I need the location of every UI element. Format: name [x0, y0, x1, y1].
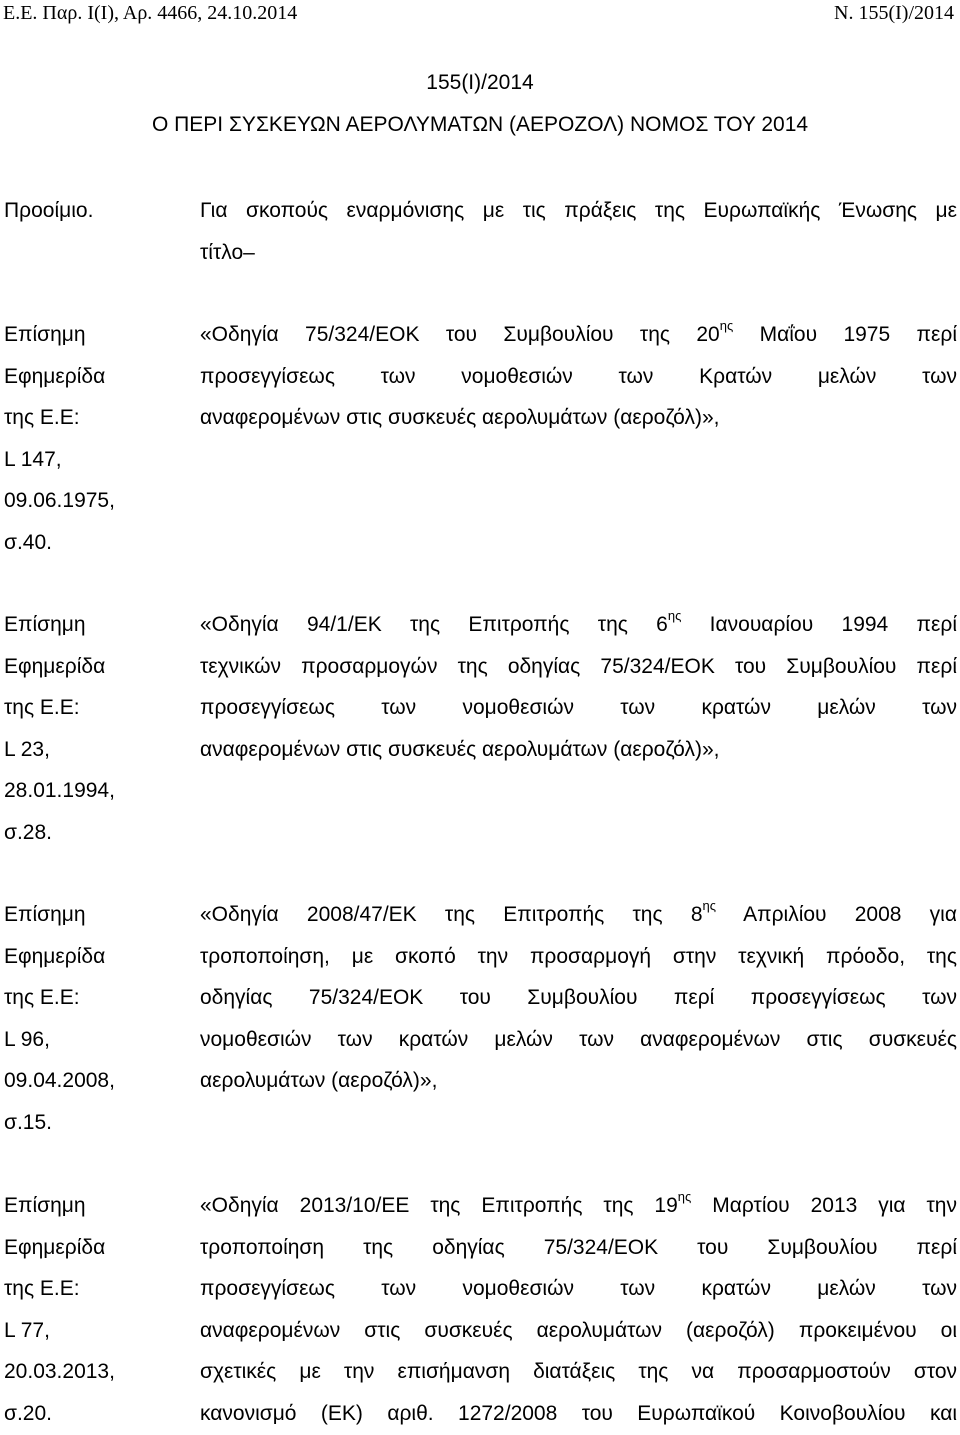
- text-line: [200, 604, 957, 646]
- citation-line: L 147,: [4, 447, 62, 471]
- citation-line: Επίσημη: [4, 323, 86, 346]
- citation-line: σ.20.: [4, 1401, 52, 1425]
- side-label-line: Προοίμιο.: [4, 199, 94, 222]
- citation-line: Εφημερίδα: [4, 364, 106, 388]
- citation-line: L 23,: [4, 737, 50, 761]
- text-line: τροποποίηση της οδηγίας 75/324/ΕΟΚ του Συμβουλίου περί: [200, 1235, 957, 1259]
- directive-title-cont: Ιανουαρίου 1994 περί: [681, 613, 957, 636]
- citation-line: σ.15.: [4, 1110, 52, 1134]
- text-line: σχετικές με την επισήμανση διατάξεις της να προσαρμοστούν στον: [200, 1360, 957, 1384]
- directive-text: [200, 1185, 957, 1435]
- gazette-citation: [4, 894, 189, 1144]
- text-line: αναφερομένων στις συσκευές αερολυμάτων (αεροζόλ)»,: [200, 737, 720, 761]
- ordinal-suffix: ης: [677, 1189, 692, 1204]
- text-line: Για σκοπούς εναρμόνισης με τις πράξεις της Ευρωπαϊκής Ένωσης με: [200, 199, 957, 222]
- gazette-citation: [4, 314, 189, 564]
- gazette-citation: [4, 1185, 189, 1435]
- directive-text: [200, 604, 957, 770]
- law-number: 155(Ι)/2014: [426, 71, 534, 94]
- text-line: τροποποίηση, με σκοπό την προσαρμογή στην τεχνική πρόοδο, της: [200, 944, 957, 968]
- citation-line: Εφημερίδα: [4, 1235, 106, 1259]
- preamble-side-label: [4, 190, 189, 232]
- gazette-reference: Ε.Ε. Παρ. Ι(Ι), Αρ. 4466, 24.10.2014: [3, 2, 298, 24]
- text-line: [200, 1185, 957, 1227]
- citation-line: σ.28.: [4, 820, 52, 844]
- citation-line: Επίσημη: [4, 613, 86, 636]
- directive-text: [200, 894, 957, 1102]
- page-header: [0, 2, 960, 30]
- text-line: αερολυμάτων (αεροζόλ)»,: [200, 1069, 438, 1093]
- text-line: τεχνικών προσαρμογών της οδηγίας 75/324/ΕΟΚ του Συμβουλίου περί: [200, 654, 957, 678]
- law-title: Ο ΠΕΡΙ ΣΥΣΚΕΥΩΝ ΑΕΡΟΛΥΜΑΤΩΝ (ΑΕΡΟΖΟΛ) ΝΟΜΟΣ ΤΟΥ 2014: [151, 113, 809, 136]
- citation-line: 09.04.2008,: [4, 1069, 115, 1093]
- gazette-citation: [4, 604, 189, 854]
- citation-line: Εφημερίδα: [4, 944, 106, 968]
- directive-title-cont: Μαρτίου 2013 για την: [691, 1194, 957, 1217]
- ordinal-suffix: ης: [667, 608, 682, 623]
- text-line: κανονισμό (ΕΚ) αριθ. 1272/2008 του Ευρωπαϊκού Κοινοβουλίου και: [200, 1401, 957, 1425]
- directive-title-start: «Οδηγία 2008/47/ΕΚ της Επιτροπής της 8: [200, 903, 703, 926]
- law-reference: Ν. 155(Ι)/2014: [834, 2, 954, 24]
- citation-line: 20.03.2013,: [4, 1360, 115, 1384]
- citation-line: της Ε.Ε:: [4, 986, 80, 1010]
- text-line: προσεγγίσεως των νομοθεσιών των κρατών μελών των: [200, 1277, 957, 1301]
- directive-text: [200, 314, 957, 439]
- text-line: οδηγίας 75/324/ΕΟΚ του Συμβουλίου περί προσεγγίσεως των: [200, 986, 957, 1010]
- citation-line: 28.01.1994,: [4, 779, 115, 803]
- citation-line: L 77,: [4, 1318, 50, 1342]
- text-line: [200, 894, 957, 936]
- text-line: τίτλο–: [200, 240, 255, 264]
- citation-line: της Ε.Ε:: [4, 406, 80, 430]
- citation-line: 09.06.1975,: [4, 489, 115, 513]
- ordinal-suffix: ης: [719, 318, 734, 333]
- directive-title-start: «Οδηγία 75/324/ΕΟΚ του Συμβουλίου της 20: [200, 323, 720, 346]
- citation-line: Επίσημη: [4, 903, 86, 926]
- text-line: νομοθεσιών των κρατών μελών των αναφερομένων στις συσκευές: [200, 1027, 957, 1051]
- preamble-text: [200, 190, 957, 273]
- directive-title-start: «Οδηγία 2013/10/ΕΕ της Επιτροπής της 19: [200, 1194, 678, 1217]
- citation-line: της Ε.Ε:: [4, 696, 80, 720]
- directive-title-cont: Μαΐου 1975 περί: [733, 323, 957, 346]
- directive-title-start: «Οδηγία 94/1/ΕΚ της Επιτροπής της 6: [200, 613, 668, 636]
- text-line: προσεγγίσεως των νομοθεσιών των Κρατών μελών των: [200, 364, 957, 388]
- text-line: [200, 314, 957, 356]
- citation-line: σ.40.: [4, 530, 52, 554]
- text-line: αναφερομένων στις συσκευές αερολυμάτων (αεροζόλ)»,: [200, 406, 720, 430]
- directive-title-cont: Απριλίου 2008 για: [716, 903, 957, 926]
- text-line: προσεγγίσεως των νομοθεσιών των κρατών μελών των: [200, 696, 957, 720]
- ordinal-suffix: ης: [702, 898, 717, 913]
- citation-line: Επίσημη: [4, 1194, 86, 1217]
- citation-line: της Ε.Ε:: [4, 1277, 80, 1301]
- text-line: αναφερομένων στις συσκευές αερολυμάτων (αεροζόλ) προκειμένου οι: [200, 1318, 957, 1342]
- citation-line: L 96,: [4, 1027, 50, 1051]
- citation-line: Εφημερίδα: [4, 654, 106, 678]
